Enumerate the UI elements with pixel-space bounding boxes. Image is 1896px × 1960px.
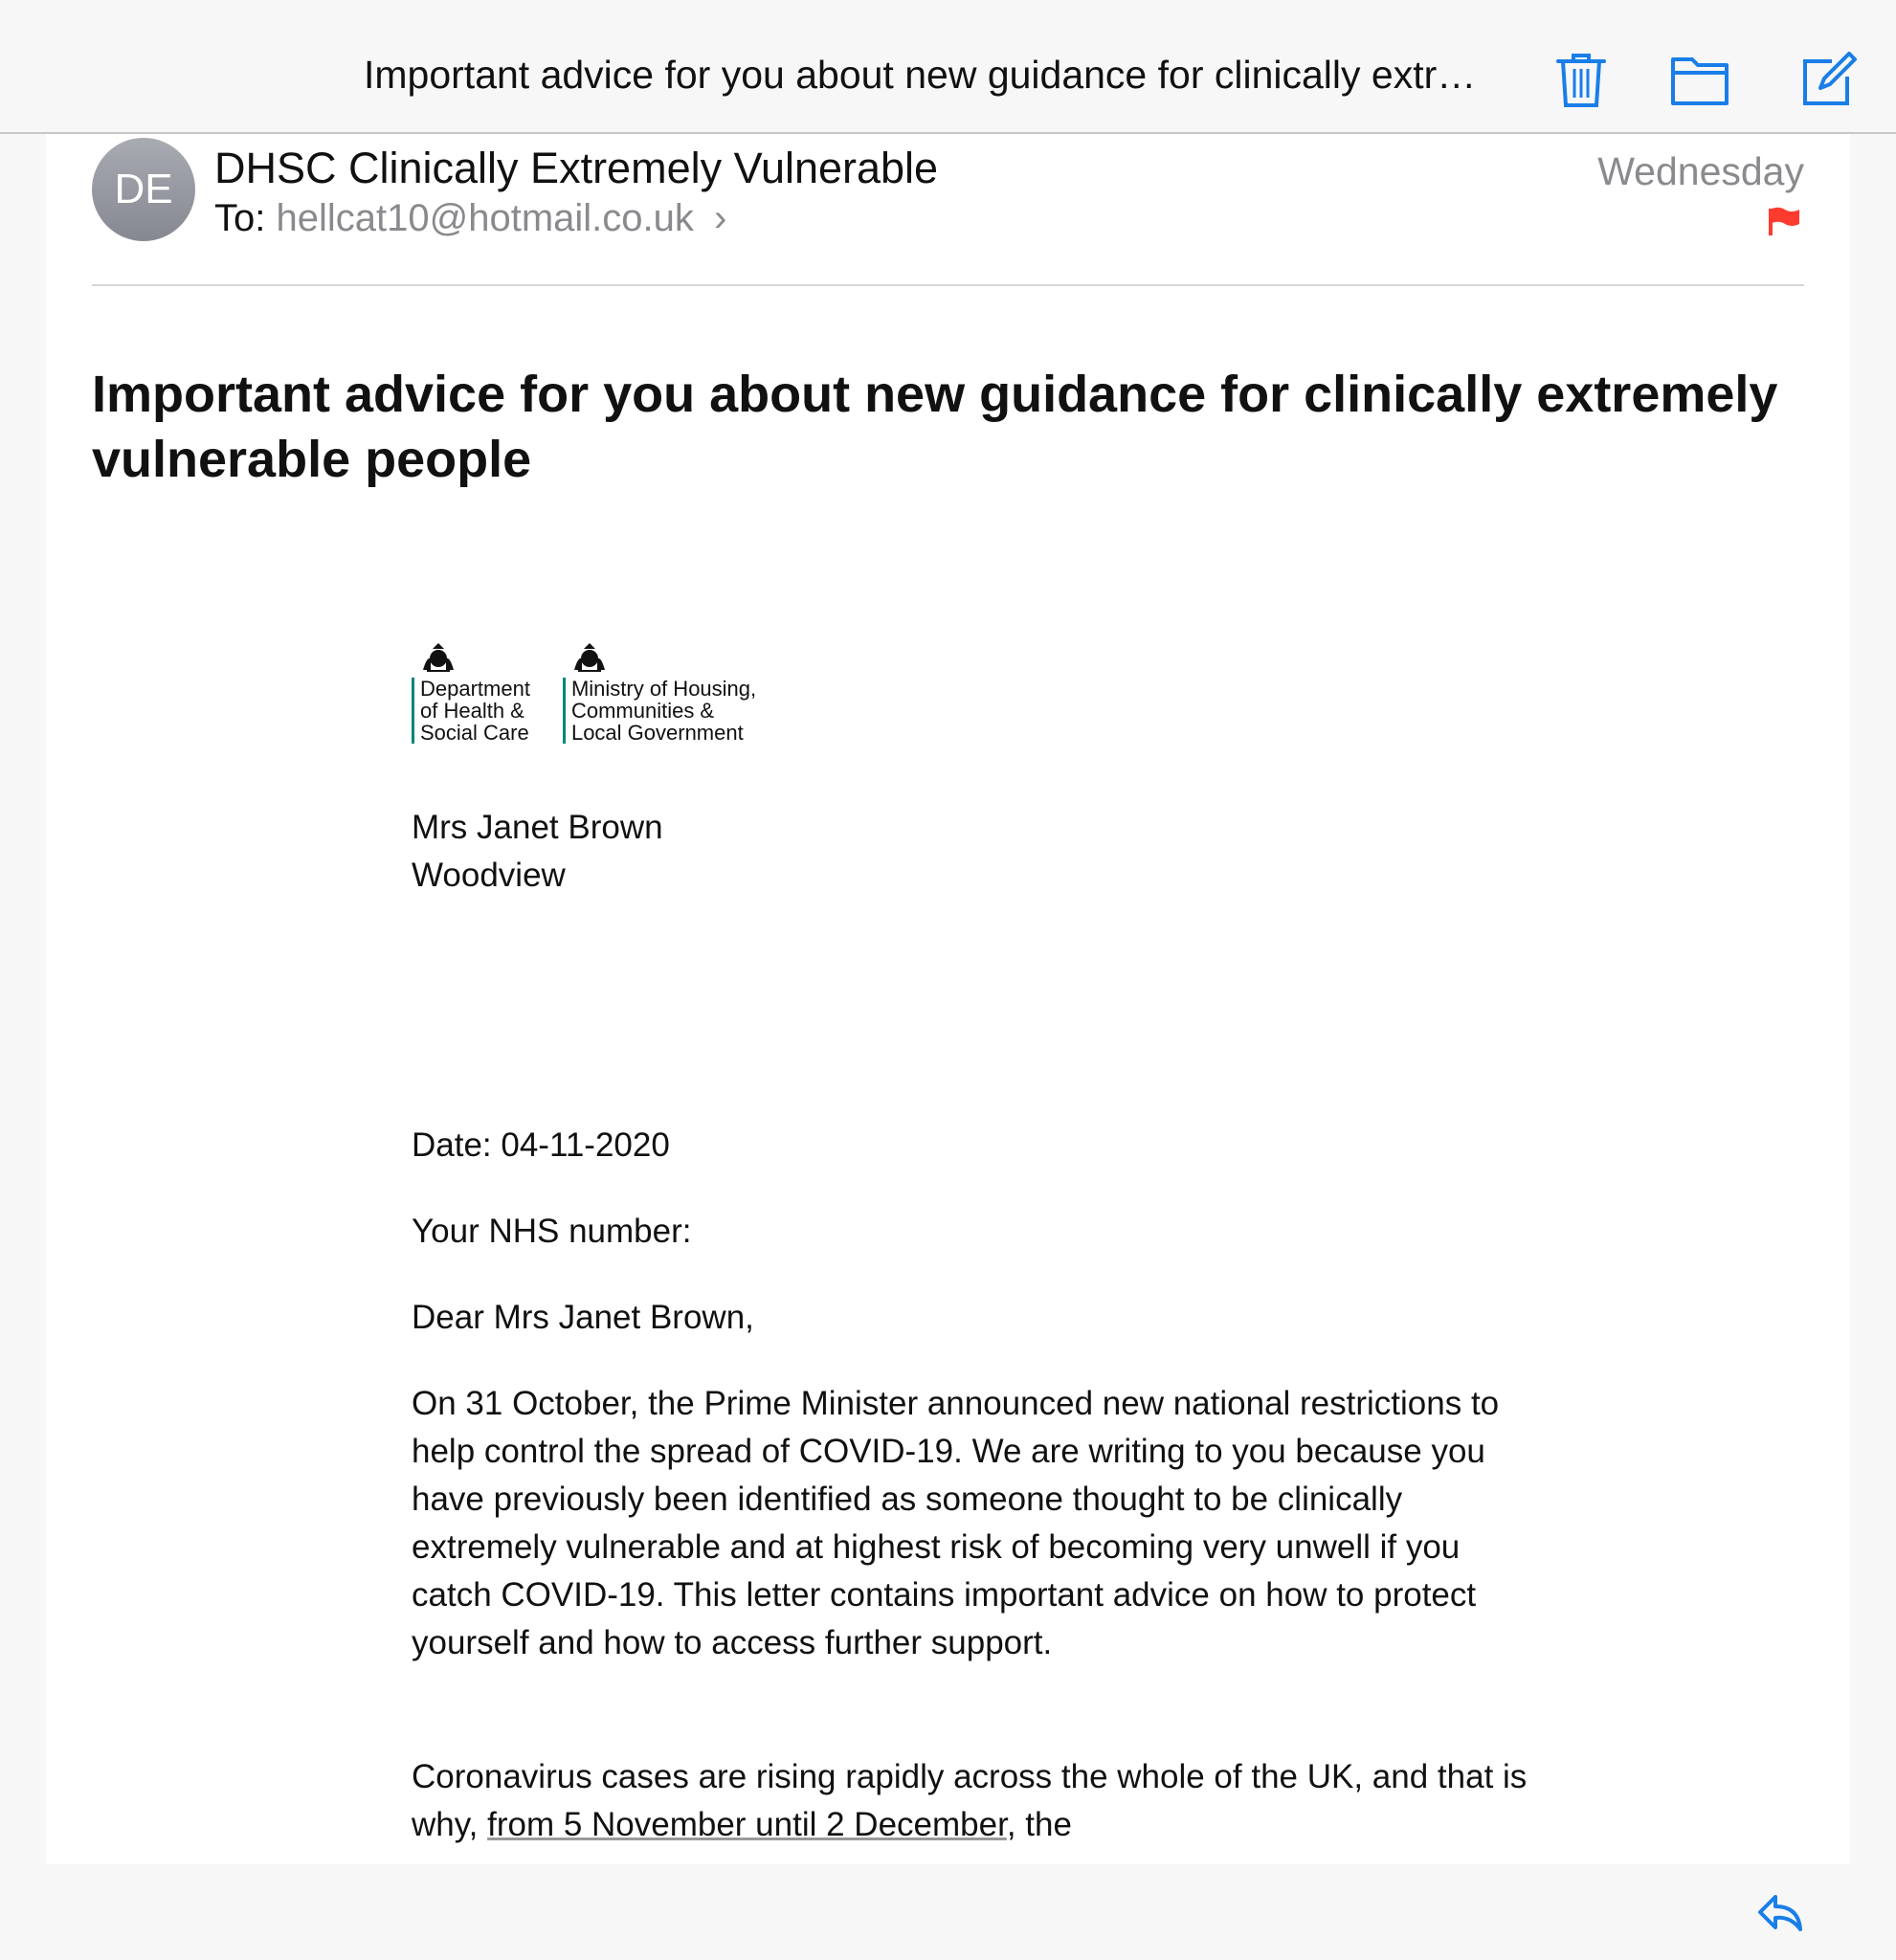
header-divider — [92, 284, 1804, 286]
flag-icon[interactable] — [1768, 207, 1800, 235]
letter-date: Date: 04-11-2020 — [412, 1126, 670, 1164]
message-date: Wednesday — [1597, 149, 1804, 193]
address-line: Woodview — [412, 857, 566, 894]
sender-name[interactable]: DHSC Clinically Extremely Vulnerable — [214, 144, 939, 192]
compose-icon[interactable] — [1799, 50, 1857, 109]
date-range-link[interactable]: from 5 November until 2 December — [487, 1806, 1007, 1843]
mail-toolbar — [0, 0, 1896, 134]
letter-paragraph — [412, 1753, 1541, 1849]
to-label: To: — [214, 197, 266, 239]
recipient-address[interactable]: hellcat10@hotmail.co.uk — [276, 197, 694, 239]
paragraph-text: , the — [1006, 1806, 1072, 1843]
logo2-line3: Local Government — [570, 721, 744, 745]
letter-paragraph: On 31 October, the Prime Minister announced new national restrictions to help control the spread of COVID-19. We are writing to you because you have previously been identified as someone thought to be clinically extremely vulnerable and at highest risk of becoming very unwell if you catch COVID-19. This letter contains important advice on how to protect yourself and how to access further support. — [412, 1385, 1500, 1661]
letter-logos — [412, 641, 756, 744]
paragraph-text: Coronavirus cases are rising rapidly across the whole of the UK, and that is why, — [412, 1758, 1528, 1843]
dhsc-logo — [412, 641, 530, 744]
logo1-line2: of Health & — [420, 699, 524, 723]
bottom-toolbar — [46, 1864, 1850, 1960]
message-view — [46, 134, 1850, 1864]
recipient-address-block — [412, 804, 699, 1053]
recipient-name: Mrs Janet Brown — [412, 809, 663, 846]
logo2-line2: Communities & — [570, 699, 715, 723]
royal-crest-icon — [570, 641, 609, 674]
redacted-area — [412, 1005, 699, 1043]
chevron-right-icon[interactable]: › — [714, 197, 727, 239]
royal-crest-icon — [419, 641, 457, 674]
toolbar-title: Important advice for you about new guidance for clinically extr… — [364, 53, 1477, 97]
nhs-number-line: Your NHS number: — [412, 1213, 692, 1250]
reply-icon[interactable] — [1756, 1891, 1804, 1935]
redacted-area — [412, 909, 699, 947]
logo2-line1: Ministry of Housing, — [570, 677, 757, 701]
folder-icon[interactable] — [1669, 50, 1730, 109]
salutation: Dear Mrs Janet Brown, — [412, 1299, 754, 1336]
trash-icon[interactable] — [1552, 50, 1610, 109]
redacted-area — [412, 957, 699, 995]
message-subject: Important advice for you about new guidance for clinically extremely vulnerable people — [92, 366, 1778, 488]
mhclg-logo — [563, 641, 756, 744]
sender-avatar[interactable]: DE — [92, 138, 195, 241]
logo1-line3: Social Care — [420, 721, 529, 745]
recipient-line[interactable] — [214, 197, 726, 240]
logo1-line1: Department — [420, 677, 530, 701]
